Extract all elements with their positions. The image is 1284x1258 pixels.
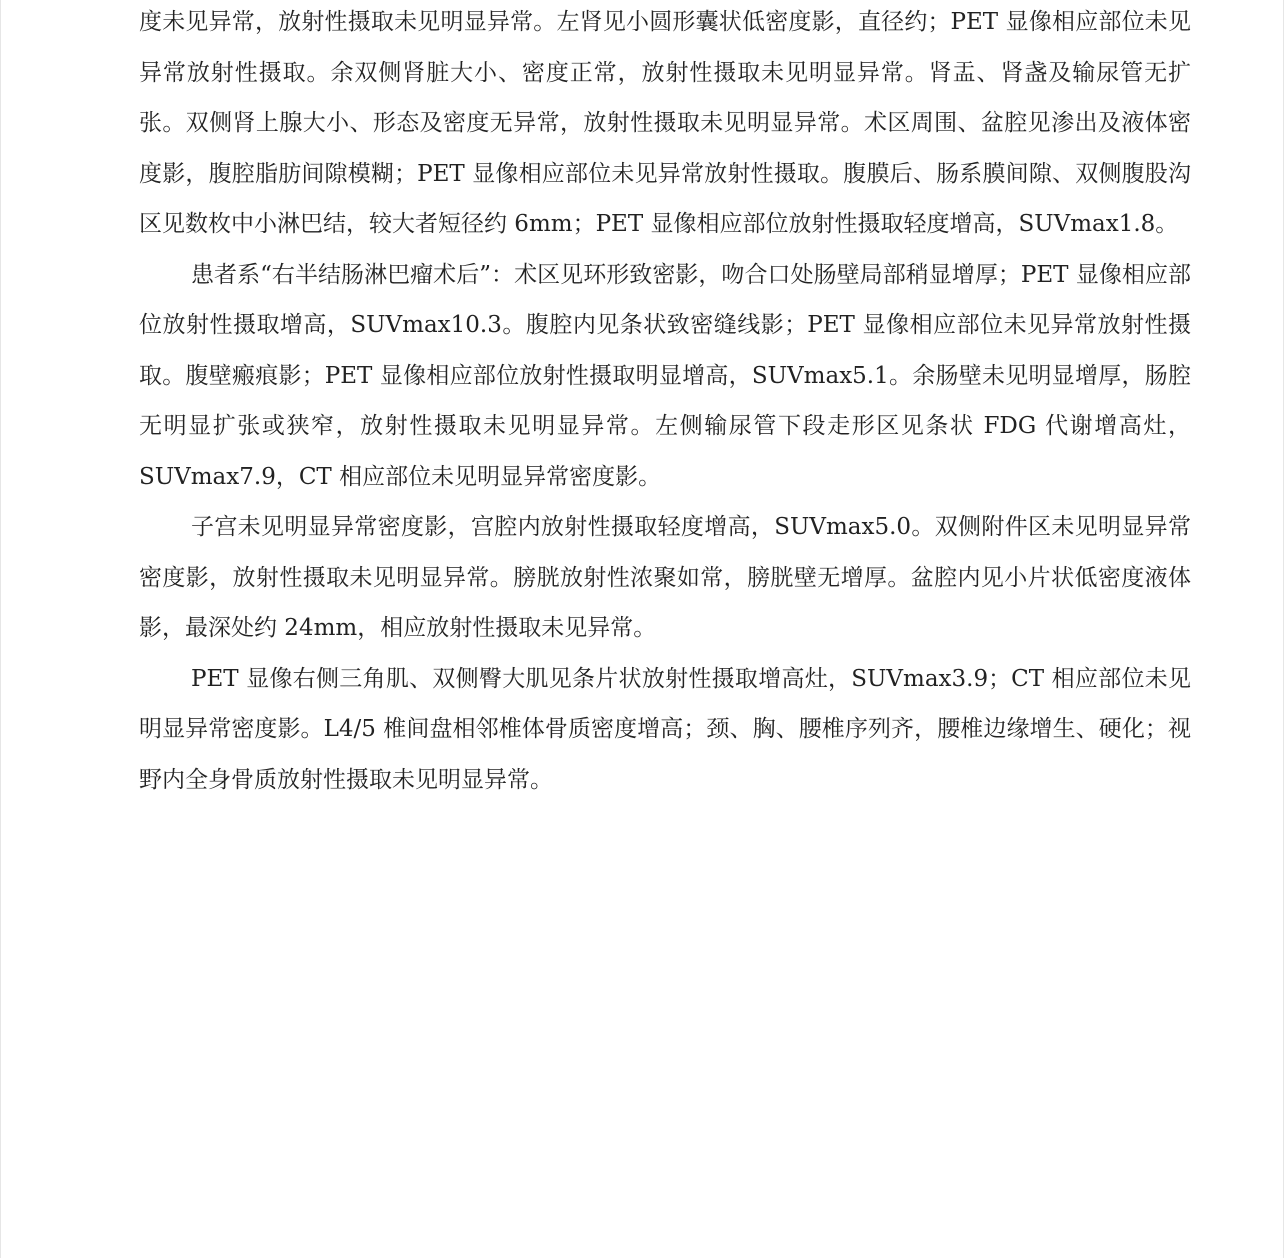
paragraph-kidney-abdomen: 度未见异常，放射性摄取未见明显异常。左肾见小圆形囊状低密度影，直径约；PET 显像相应部位未见异常放射性摄取。余双侧肾脏大小、密度正常，放射性摄取未见明显异常。肾盂、肾盏及输尿管无扩张。双侧肾上腺大小、形态及密度无异常，放射性摄取未见明显异常。术区周围、盆腔见渗出及液体密度影，腹腔脂肪间隙模糊；PET 显像相应部位未见异常放射性摄取。腹膜后、肠系膜间隙、双侧腹股沟区见数枚中小淋巴结，较大者短径约 6mm；PET 显像相应部位放射性摄取轻度增高，SUVmax1.8。 xyxy=(139,9,1191,237)
paragraph-pelvis: 子宫未见明显异常密度影，宫腔内放射性摄取轻度增高，SUVmax5.0。双侧附件区未见明显异常密度影，放射性摄取未见明显异常。膀胱放射性浓聚如常，膀胱壁无增厚。盆腔内见小片状低密度液体影，最深处约 24mm，相应放射性摄取未见异常。 xyxy=(139,514,1191,641)
report-body xyxy=(139,0,1191,805)
paragraph-musculoskeletal: PET 显像右侧三角肌、双侧臀大肌见条片状放射性摄取增高灶，SUVmax3.9；CT 相应部位未见明显异常密度影。L4/5 椎间盘相邻椎体骨质密度增高；颈、胸、腰椎序列齐，腰椎边缘增生、硬化；视野内全身骨质放射性摄取未见明显异常。 xyxy=(139,665,1191,793)
paragraph-colon-postop: 患者系“右半结肠淋巴瘤术后”：术区见环形致密影，吻合口处肠壁局部稍显增厚；PET 显像相应部位放射性摄取增高，SUVmax10.3。腹腔内见条状致密缝线影；PET 显像相应部位未见异常放射性摄取。腹壁瘢痕影；PET 显像相应部位放射性摄取明显增高，SUVmax5.1。余肠壁未见明显增厚，肠腔无明显扩张或狭窄，放射性摄取未见明显异常。左侧输尿管下段走形区见条状 FDG 代谢增高灶，SUVmax7.9，CT 相应部位未见明显异常密度影。 xyxy=(139,261,1191,490)
